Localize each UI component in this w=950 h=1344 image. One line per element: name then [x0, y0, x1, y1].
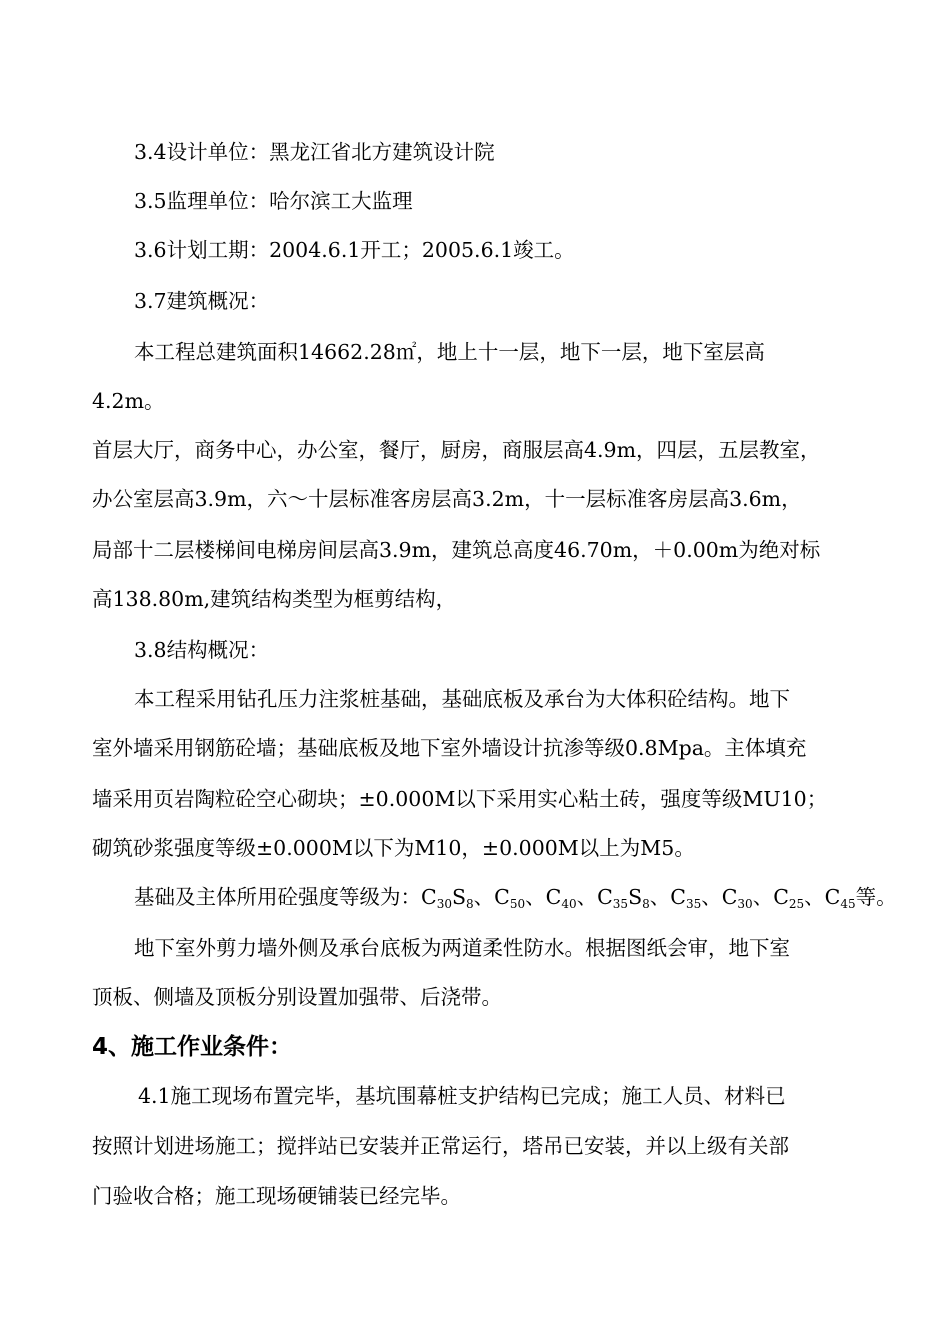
concrete-grades-prefix: 基础及主体所用砼强度等级为：: [134, 885, 421, 909]
section-4-heading: 4、施工作业条件：: [92, 1034, 293, 1060]
item-3-4-design-unit: 3.4设计单位：黑龙江省北方建筑设计院: [134, 140, 495, 164]
concrete-grade: $C_{35}$: [670, 885, 702, 911]
concrete-grade: $C_{35}S_8$: [597, 885, 650, 911]
concrete-grade: $C_{40}$: [545, 885, 577, 911]
concrete-grade: $C_{25}$: [773, 885, 805, 911]
item-3-8-structure-overview: 3.8结构概况：: [134, 638, 270, 662]
structure-paragraph-line: 室外墙采用钢筋砼墙；基础底板及地下室外墙设计抗渗等级0.8Mpa。主体填充: [92, 736, 807, 760]
structure-paragraph-line: 墙采用页岩陶粒砼空心砌块；±0.000M以下采用实心粘土砖，强度等级MU10；: [92, 787, 828, 811]
building-paragraph-line: 4.2m。: [92, 389, 165, 413]
concrete-grades-suffix: 等。: [855, 885, 897, 909]
concrete-grades-line: 基础及主体所用砼强度等级为：$C_{30}S_8$、$C_{50}$、$C_{40}$、$C_{35}S_8$、$C_{35}$、$C_{30}$、$C_{25}$、$C_{45}$等。: [134, 885, 897, 911]
item-3-6-schedule: 3.6计划工期：2004.6.1开工；2005.6.1竣工。: [134, 238, 575, 262]
floors-paragraph-line: 高138.80m,建筑结构类型为框剪结构，: [92, 587, 457, 611]
concrete-grade: $C_{50}$: [494, 885, 526, 911]
building-paragraph-line: 本工程总建筑面积14662.28㎡，地上十一层，地下一层，地下室层高: [134, 340, 765, 364]
floors-paragraph-line: 办公室层高3.9m，六～十层标准客房层高3.2m，十一层标准客房层高3.6m，: [92, 487, 802, 511]
item-3-5-supervision-unit: 3.5监理单位：哈尔滨工大监理: [134, 189, 413, 213]
item-3-7-building-overview: 3.7建筑概况：: [134, 289, 270, 313]
concrete-grade: $C_{45}$: [824, 885, 856, 911]
concrete-grade: $C_{30}S_8$: [421, 885, 474, 911]
floors-paragraph-line: 首层大厅，商务中心，办公室，餐厅，厨房，商服层高4.9m，四层，五层教室，: [92, 438, 821, 462]
floors-paragraph-line: 局部十二层楼梯间电梯房间层高3.9m，建筑总高度46.70m，＋0.00m为绝对标: [92, 538, 821, 562]
waterproofing-paragraph-line: 地下室外剪力墙外侧及承台底板为两道柔性防水。根据图纸会审，地下室: [134, 936, 790, 960]
structure-paragraph-line: 本工程采用钻孔压力注浆桩基础，基础底板及承台为大体积砼结构。地下: [134, 687, 790, 711]
conditions-paragraph-line: 按照计划进场施工；搅拌站已安装并正常运行，塔吊已安装，并以上级有关部: [92, 1134, 789, 1158]
conditions-paragraph-line: 门验收合格；施工现场硬铺装已经完毕。: [92, 1184, 461, 1208]
conditions-paragraph-line: 4.1施工现场布置完毕，基坑围幕桩支护结构已完成；施工人员、材料已: [138, 1084, 786, 1108]
waterproofing-paragraph-line: 顶板、侧墙及顶板分别设置加强带、后浇带。: [92, 985, 502, 1009]
concrete-grade: $C_{30}$: [721, 885, 753, 911]
structure-paragraph-line: 砌筑砂浆强度等级±0.000M以下为M10，±0.000M以上为M5。: [92, 836, 695, 860]
